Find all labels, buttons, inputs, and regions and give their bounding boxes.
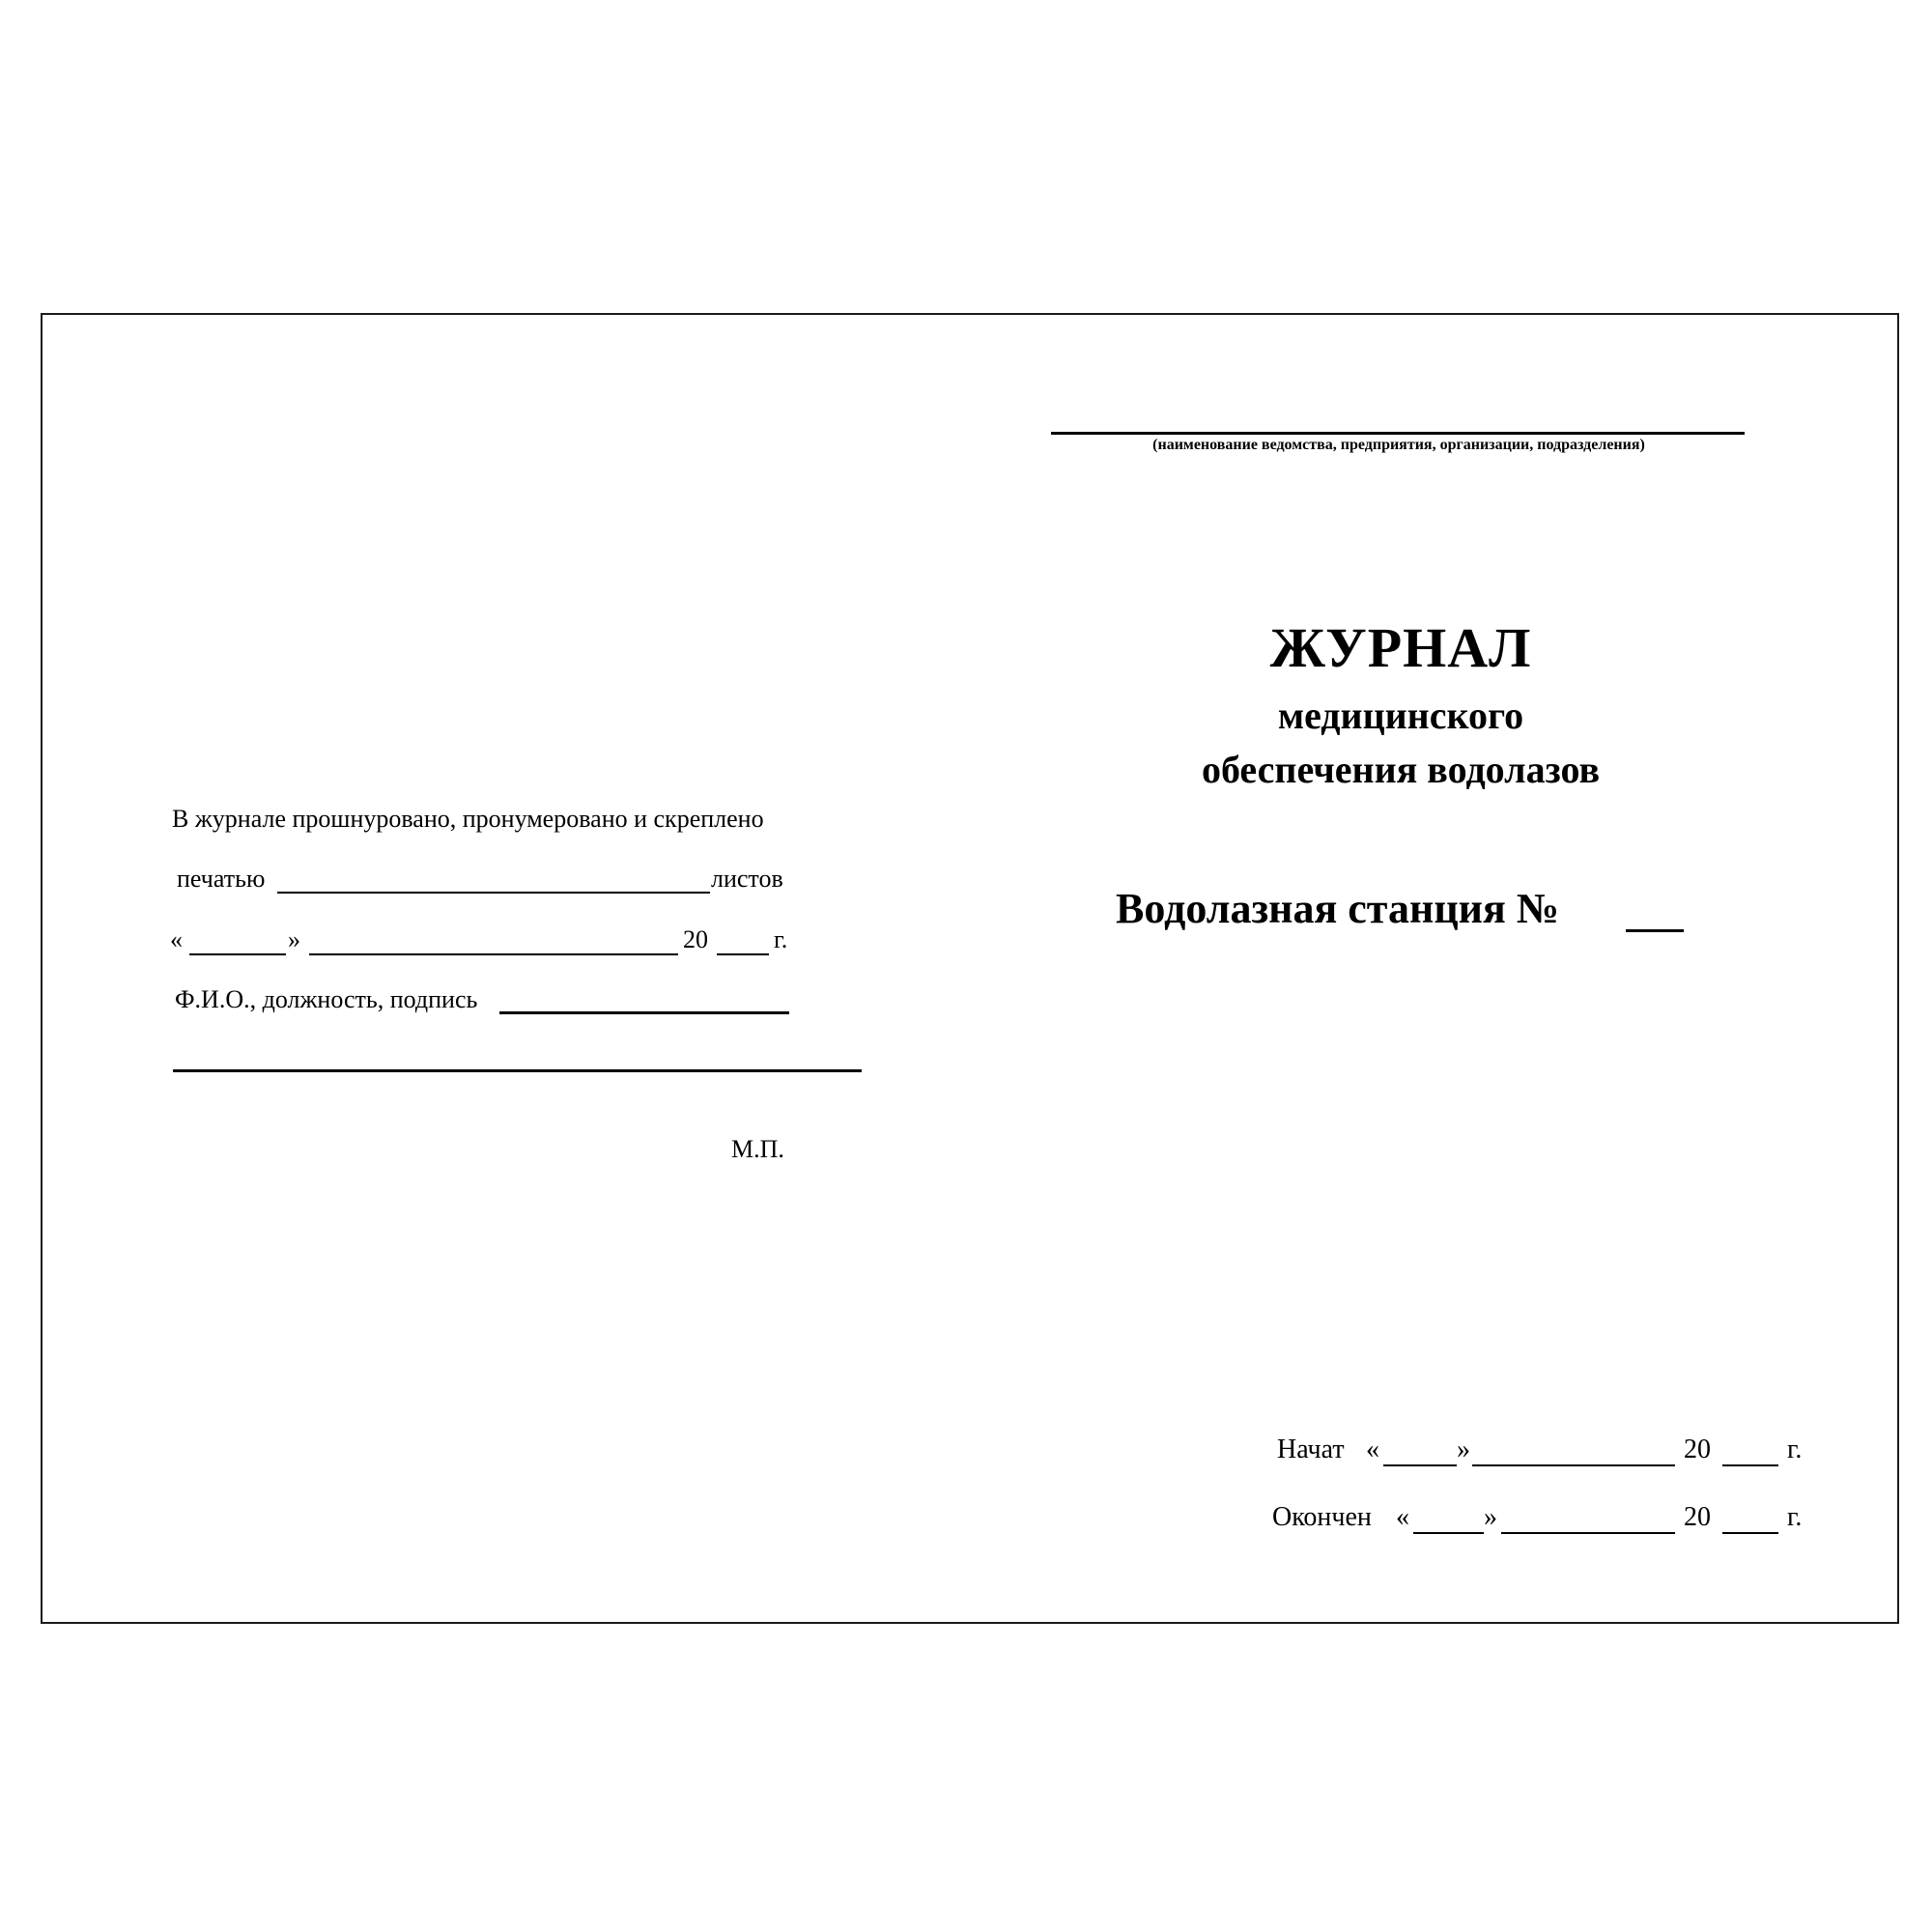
journal-subtitle-line1: медицинского xyxy=(1277,694,1524,737)
registration-month-field[interactable] xyxy=(309,953,678,955)
registration-year-suffix: г. xyxy=(774,925,788,953)
journal-title: ЖУРНАЛ xyxy=(1269,616,1532,679)
registration-year-field[interactable] xyxy=(717,953,769,955)
started-close-quote: » xyxy=(1457,1435,1470,1464)
station-label: Водолазная станция № xyxy=(1116,885,1560,932)
started-label: Начат xyxy=(1277,1435,1345,1464)
finished-label: Окончен xyxy=(1272,1502,1372,1532)
registration-text-line1: В журнале прошнуровано, пронумеровано и скреплено xyxy=(172,805,764,833)
started-open-quote: « xyxy=(1366,1435,1379,1464)
signature-field[interactable] xyxy=(499,1011,789,1014)
finished-day-field[interactable] xyxy=(1413,1532,1484,1534)
sheets-count-field[interactable] xyxy=(277,892,710,894)
registration-open-quote: « xyxy=(170,925,183,953)
signature-extra-line[interactable] xyxy=(173,1069,862,1072)
finished-year-field[interactable] xyxy=(1722,1532,1778,1534)
started-month-field[interactable] xyxy=(1472,1464,1675,1466)
registration-day-field[interactable] xyxy=(189,953,286,955)
registration-seal-label: печатью xyxy=(177,865,266,893)
station-number-field[interactable] xyxy=(1626,929,1684,932)
signature-label: Ф.И.О., должность, подпись xyxy=(175,985,478,1013)
registration-sheets-label: листов xyxy=(711,865,783,893)
stamp-label: М.П. xyxy=(731,1135,784,1163)
document-frame xyxy=(41,313,1899,1624)
finished-month-field[interactable] xyxy=(1501,1532,1675,1534)
finished-open-quote: « xyxy=(1396,1502,1409,1532)
finished-year-suffix: г. xyxy=(1787,1502,1803,1532)
started-year-field[interactable] xyxy=(1722,1464,1778,1466)
registration-year-prefix: 20 xyxy=(683,925,708,953)
started-year-suffix: г. xyxy=(1787,1435,1803,1464)
started-day-field[interactable] xyxy=(1383,1464,1457,1466)
registration-close-quote: » xyxy=(288,925,300,953)
organization-caption: (наименование ведомства, предприятия, организации, подразделения) xyxy=(1152,437,1645,453)
finished-year-prefix: 20 xyxy=(1684,1502,1711,1532)
started-year-prefix: 20 xyxy=(1684,1435,1711,1464)
organization-name-field[interactable] xyxy=(1051,432,1745,435)
journal-subtitle-line2: обеспечения водолазов xyxy=(1201,748,1601,791)
finished-close-quote: » xyxy=(1484,1502,1497,1532)
